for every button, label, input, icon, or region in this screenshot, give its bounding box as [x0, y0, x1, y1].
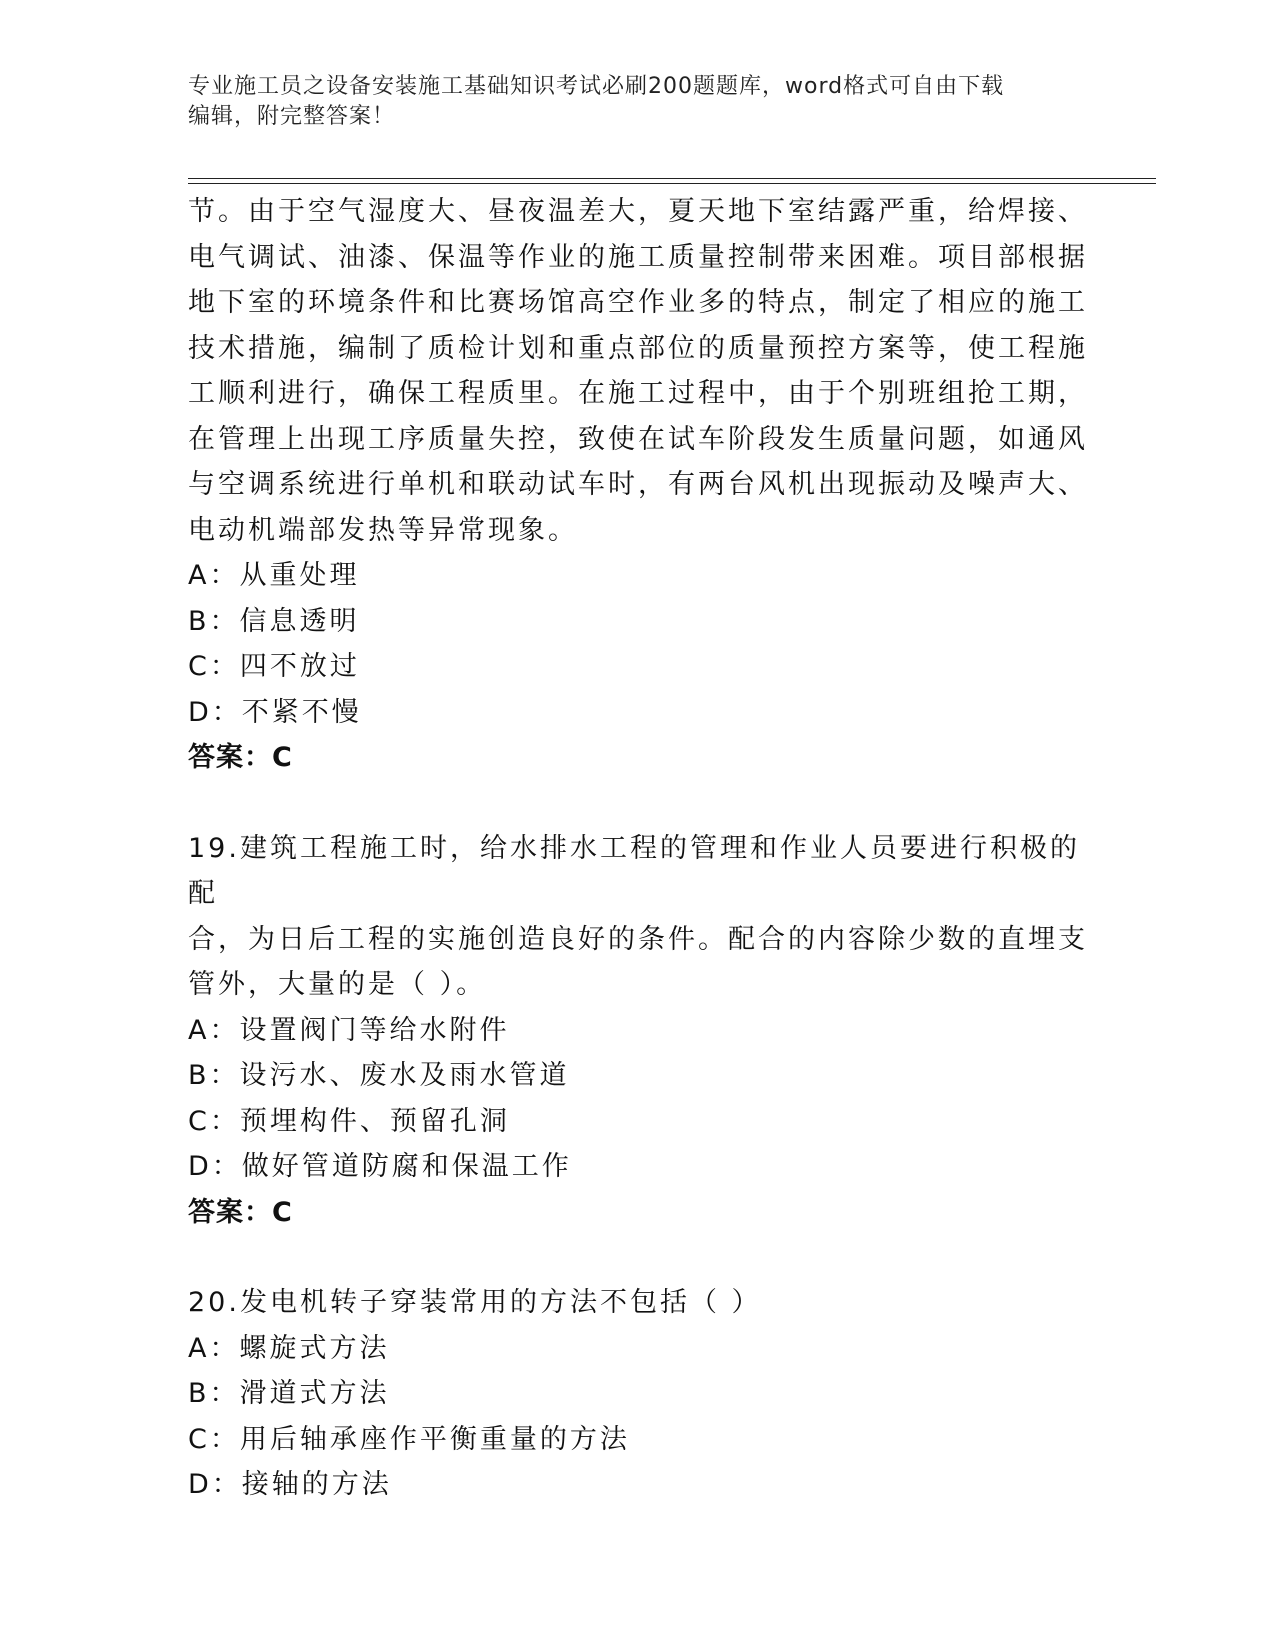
header-divider-top — [188, 178, 1156, 179]
option-b: B：设污水、废水及雨水管道 — [188, 1060, 570, 1091]
question-text-line: 在管理上出现工序质量失控，致使在试车阶段发生质量问题，如通风 — [188, 423, 1088, 455]
option-b: B：滑道式方法 — [188, 1378, 390, 1409]
header-title-line-1: 专业施工员之设备安装施工基础知识考试必刷200题题库，word格式可自由下载 — [188, 74, 1005, 99]
question-18-continuation — [188, 189, 1088, 781]
option-d: D：不紧不慢 — [188, 696, 362, 728]
question-text-line: 20.发电机转子穿装常用的方法不包括（ ） — [188, 1287, 762, 1318]
option-a: A：设置阀门等给水附件 — [188, 1014, 510, 1046]
header-title-line-2: 编辑，附完整答案！ — [188, 104, 396, 129]
question-text-line: 地下室的环境条件和比赛场馆高空作业多的特点，制定了相应的施工 — [188, 287, 1088, 318]
question-text-line: 管外，大量的是（ ）。 — [188, 969, 487, 1000]
option-c: C：用后轴承座作平衡重量的方法 — [188, 1423, 630, 1455]
option-b: B：信息透明 — [188, 605, 360, 637]
header-divider-bottom — [188, 183, 1156, 184]
question-text-line: 节。由于空气湿度大、昼夜温差大，夏天地下室结露严重，给焊接、 — [188, 196, 1088, 227]
question-20 — [188, 1280, 1088, 1508]
document-body — [188, 189, 1088, 1508]
answer-line: 答案：C — [188, 1196, 293, 1228]
question-text-line: 与空调系统进行单机和联动试车时，有两台风机出现振动及噪声大、 — [188, 469, 1088, 500]
option-c: C：预埋构件、预留孔洞 — [188, 1105, 510, 1137]
option-c: C：四不放过 — [188, 651, 360, 682]
question-text-line: 19.建筑工程施工时，给水排水工程的管理和作业人员要进行积极的配 — [188, 832, 1080, 909]
option-a: A：从重处理 — [188, 560, 360, 591]
question-text-line: 工顺利进行，确保工程质里。在施工过程中，由于个别班组抢工期， — [188, 378, 1088, 409]
option-a: A：螺旋式方法 — [188, 1332, 390, 1364]
option-d: D：做好管道防腐和保温工作 — [188, 1151, 572, 1182]
question-text-line: 合，为日后工程的实施创造良好的条件。配合的内容除少数的直埋支 — [188, 923, 1088, 955]
answer-line: 答案：C — [188, 742, 293, 773]
document-header — [188, 72, 1068, 132]
question-text-line: 电动机端部发热等异常现象。 — [188, 514, 578, 546]
question-text-line: 电气调试、油漆、保温等作业的施工质量控制带来困难。项目部根据 — [188, 241, 1088, 273]
option-d: D：接轴的方法 — [188, 1469, 392, 1500]
question-19 — [188, 826, 1088, 1236]
question-text-line: 技术措施，编制了质检计划和重点部位的质量预控方案等，使工程施 — [188, 332, 1088, 364]
